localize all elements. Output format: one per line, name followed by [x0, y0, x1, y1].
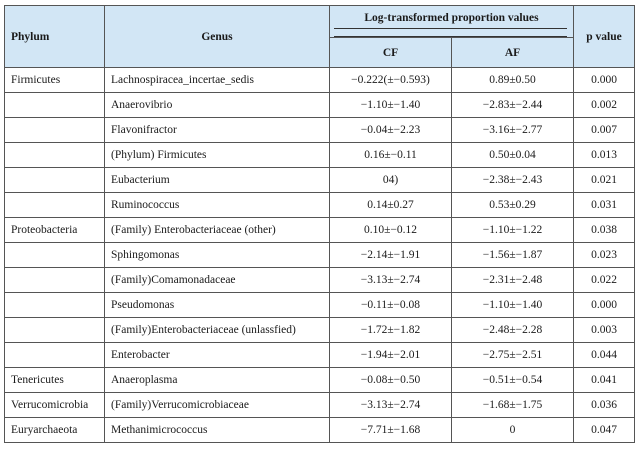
cell-p-value: 0.003	[574, 318, 635, 343]
cell-phylum: Verrucomicrobia	[5, 393, 105, 418]
cell-p-value: 0.047	[574, 418, 635, 443]
cell-genus: (Family)Enterobacteriaceae (unlassfied)	[105, 318, 330, 343]
cell-cf: −1.10±−1.40	[330, 93, 452, 118]
cell-p-value: 0.021	[574, 168, 635, 193]
header-group-title: Log-transformed proportion values	[364, 12, 539, 24]
cell-af: −0.51±−0.54	[452, 368, 574, 393]
cell-p-value: 0.002	[574, 93, 635, 118]
cell-p-value: 0.007	[574, 118, 635, 143]
header-af: AF	[452, 38, 574, 68]
table-row	[5, 243, 635, 268]
cell-phylum-empty	[5, 318, 105, 343]
cell-phylum: Tenericutes	[5, 368, 105, 393]
cell-af: −3.16±−2.77	[452, 118, 574, 143]
cell-af: −1.68±−1.75	[452, 393, 574, 418]
cell-phylum-empty	[5, 343, 105, 368]
cell-genus: Eubacterium	[105, 168, 330, 193]
cell-cf: 0.14±0.27	[330, 193, 452, 218]
cell-af: −1.56±−1.87	[452, 243, 574, 268]
cell-cf: 0.16±−0.11	[330, 143, 452, 168]
cell-phylum-empty	[5, 268, 105, 293]
cell-cf: −7.71±−1.68	[330, 418, 452, 443]
cell-genus: (Family)Comamonadaceae	[105, 268, 330, 293]
cell-genus: Ruminococcus	[105, 193, 330, 218]
cell-genus: Enterobacter	[105, 343, 330, 368]
table-row	[5, 93, 635, 118]
cell-af: −1.10±−1.40	[452, 293, 574, 318]
cell-genus: (Family)Verrucomicrobiaceae	[105, 393, 330, 418]
cell-genus: Flavonifractor	[105, 118, 330, 143]
cell-phylum: Firmicutes	[5, 68, 105, 93]
cell-p-value: 0.000	[574, 293, 635, 318]
cell-phylum: Proteobacteria	[5, 218, 105, 243]
cell-phylum-empty	[5, 93, 105, 118]
cell-cf: 04)	[330, 168, 452, 193]
cell-phylum: Euryarchaeota	[5, 418, 105, 443]
header-double-rule	[334, 28, 567, 37]
cell-phylum-empty	[5, 243, 105, 268]
cell-af: −1.10±−1.22	[452, 218, 574, 243]
cell-genus: Sphingomonas	[105, 243, 330, 268]
table-row	[5, 343, 635, 368]
cell-cf: −1.72±−1.82	[330, 318, 452, 343]
header-genus: Genus	[105, 6, 330, 68]
table-row	[5, 218, 635, 243]
cell-genus: (Family) Enterobacteriaceae (other)	[105, 218, 330, 243]
cell-af: 0.53±0.29	[452, 193, 574, 218]
cell-genus: Methanimicrococcus	[105, 418, 330, 443]
cell-phylum-empty	[5, 118, 105, 143]
header-log-transformed-group	[330, 6, 574, 38]
cell-p-value: 0.044	[574, 343, 635, 368]
cell-cf: −0.04±−2.23	[330, 118, 452, 143]
cell-cf: 0.10±−0.12	[330, 218, 452, 243]
cell-genus: (Phylum) Firmicutes	[105, 143, 330, 168]
cell-phylum-empty	[5, 168, 105, 193]
table-row	[5, 68, 635, 93]
cell-af: −2.83±−2.44	[452, 93, 574, 118]
cell-af: −2.38±−2.43	[452, 168, 574, 193]
cell-genus: Pseudomonas	[105, 293, 330, 318]
cell-phylum-empty	[5, 293, 105, 318]
table-row	[5, 318, 635, 343]
cell-genus: Anaeroplasma	[105, 368, 330, 393]
header-p-value: p value	[574, 6, 635, 68]
table-row	[5, 293, 635, 318]
cell-phylum-empty	[5, 143, 105, 168]
cell-af: 0.89±0.50	[452, 68, 574, 93]
cell-af: 0	[452, 418, 574, 443]
cell-cf: −2.14±−1.91	[330, 243, 452, 268]
cell-cf: −0.11±−0.08	[330, 293, 452, 318]
cell-p-value: 0.041	[574, 368, 635, 393]
table-row	[5, 193, 635, 218]
cell-af: −2.31±−2.48	[452, 268, 574, 293]
cell-phylum-empty	[5, 193, 105, 218]
cell-cf: −0.222(±−0.593)	[330, 68, 452, 93]
table-row	[5, 418, 635, 443]
cell-genus: Lachnospiracea_incertae_sedis	[105, 68, 330, 93]
cell-cf: −1.94±−2.01	[330, 343, 452, 368]
cell-af: −2.75±−2.51	[452, 343, 574, 368]
table-body	[5, 68, 635, 443]
header-phylum: Phylum	[5, 6, 105, 68]
cell-cf: −3.13±−2.74	[330, 393, 452, 418]
table-container	[4, 5, 635, 443]
table-row	[5, 268, 635, 293]
cell-genus: Anaerovibrio	[105, 93, 330, 118]
table-row	[5, 118, 635, 143]
cell-cf: −0.08±−0.50	[330, 368, 452, 393]
cell-p-value: 0.013	[574, 143, 635, 168]
table-row	[5, 393, 635, 418]
table-row	[5, 168, 635, 193]
cell-cf: −3.13±−2.74	[330, 268, 452, 293]
cell-p-value: 0.038	[574, 218, 635, 243]
cell-p-value: 0.000	[574, 68, 635, 93]
table-row	[5, 143, 635, 168]
cell-af: 0.50±0.04	[452, 143, 574, 168]
cell-p-value: 0.031	[574, 193, 635, 218]
header-cf: CF	[330, 38, 452, 68]
proportion-table	[4, 5, 635, 443]
cell-p-value: 0.036	[574, 393, 635, 418]
cell-af: −2.48±−2.28	[452, 318, 574, 343]
cell-p-value: 0.023	[574, 243, 635, 268]
table-row	[5, 368, 635, 393]
cell-p-value: 0.022	[574, 268, 635, 293]
